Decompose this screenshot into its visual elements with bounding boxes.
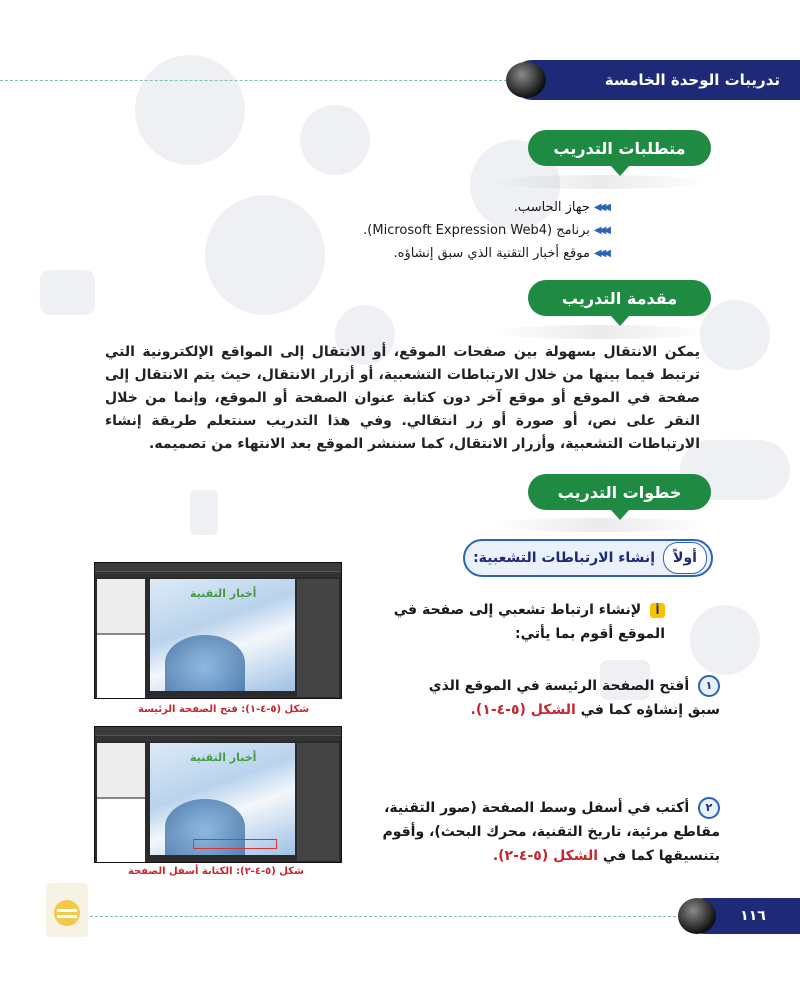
pill-shadow [490, 325, 710, 339]
step-1-figure-ref: الشكل (٥-٤-١). [470, 702, 576, 718]
requirements-title: متطلبات التدريب [553, 138, 686, 158]
app-toolbar [95, 572, 341, 577]
page-number: ١١٦ [740, 908, 766, 924]
first-section-label: إنشاء الارتباطات التشعبية: [473, 550, 655, 566]
highlighted-links-box [193, 839, 277, 849]
figure-2-screenshot [94, 726, 342, 863]
sub-step-a [355, 598, 665, 646]
step-2-figure-ref: الشكل (٥-٤-٢). [492, 848, 599, 864]
screen-site-title: أخبار التقنية [190, 587, 257, 600]
pill-shadow [490, 175, 710, 189]
intro-title: مقدمة التدريب [561, 288, 678, 308]
publisher-logo-icon [46, 883, 88, 937]
sub-step-a-text: لإنشاء ارتباط تشعبي إلى صفحة في الموقع أقوم بما يأتي: [393, 602, 665, 642]
coffee-watermark-icon [40, 270, 95, 315]
bullet-arrow-icon: ◀◀◀ [593, 225, 608, 236]
list-item-text: جهاز الحاسب. [513, 200, 590, 215]
page-number-tab [686, 898, 800, 934]
header-dashed-line [0, 80, 512, 81]
figure-2-caption: شكل (٥-٤-٢): الكتابة أسفل الصفحة [128, 866, 304, 877]
step-1-text: أفتح الصفحة الرئيسة في الموقع الذي سبق إنشاؤه كما في [428, 678, 720, 718]
app-toolbar [95, 736, 341, 741]
unit-title: تدريبات الوحدة الخامسة [604, 71, 780, 89]
steps-title: خطوات التدريب [557, 482, 682, 502]
toolbox-pane [297, 579, 339, 697]
step-1-number: ١ [698, 675, 720, 697]
step-2-text: أكتب في أسفل وسط الصفحة (صور التقنية، مقاطع مرئية، تاريخ التقنية، محرك البحث)، وأقوم بتنسيقها كما في [382, 800, 720, 864]
figure-1-caption: شكل (٥-٤-١): فتح الصفحة الرئيسة [138, 704, 310, 715]
phone-watermark-icon [190, 490, 218, 535]
app-menubar [95, 727, 341, 736]
step-2-number: ٢ [698, 797, 720, 819]
intro-heading [528, 280, 711, 316]
list-item [363, 242, 608, 265]
pill-shadow [490, 518, 710, 532]
tag-properties-pane [97, 633, 145, 699]
skype-watermark-icon [690, 605, 760, 675]
list-item [363, 196, 608, 219]
list-item-text: موقع أخبار التقنية الذي سبق إنشاؤه. [393, 246, 590, 261]
list-item [363, 219, 608, 242]
cart-watermark-icon [135, 55, 245, 165]
tag-properties-pane [97, 797, 145, 863]
sub-step-a-mark: أ [650, 603, 665, 618]
globe-image [165, 635, 245, 691]
steps-heading [528, 474, 711, 510]
bullet-arrow-icon: ◀◀◀ [593, 202, 608, 213]
list-item-text: برنامج (Microsoft Expression Web4). [363, 223, 590, 238]
step-1 [395, 674, 720, 722]
app-menubar [95, 563, 341, 572]
section-first-badge [463, 539, 713, 577]
toolbox-pane [297, 743, 339, 861]
screen-site-title: أخبار التقنية [190, 751, 257, 764]
footer-dashed-line [90, 916, 686, 917]
requirements-list [363, 196, 608, 265]
figure-1-screenshot [94, 562, 342, 699]
first-ordinal: أولاً [663, 542, 707, 574]
headphones-watermark-icon [700, 300, 770, 370]
intro-paragraph: يمكن الانتقال بسهولة بين صفحات الموقع، أو الانتقال إلى المواقع الإلكترونية التي ترتبط فيما بينها من خلال الارتباطات التشعبية، أو أزرار الانتقال، حيث يتم الانتقال إلى صفحة في الموقع أو موقع آخر دون كتابة عنوان الصفحة أو الموقع، وإنما من خلال النقر على نص، أو صورة أو زر انتقالي. وفي هذا التدريب سنتعلم طريقة إنشاء الارتباطات التشعبية، وأزرار الانتقال، كما سننشر الموقع بعد الانتهاء من تصميمه. [105, 344, 700, 452]
thumbs-up-watermark-icon [300, 105, 370, 175]
unit-header [512, 60, 800, 100]
download-watermark-icon [205, 195, 325, 315]
step-2 [352, 796, 720, 868]
requirements-heading [528, 130, 711, 166]
bullet-arrow-icon: ◀◀◀ [593, 248, 608, 259]
